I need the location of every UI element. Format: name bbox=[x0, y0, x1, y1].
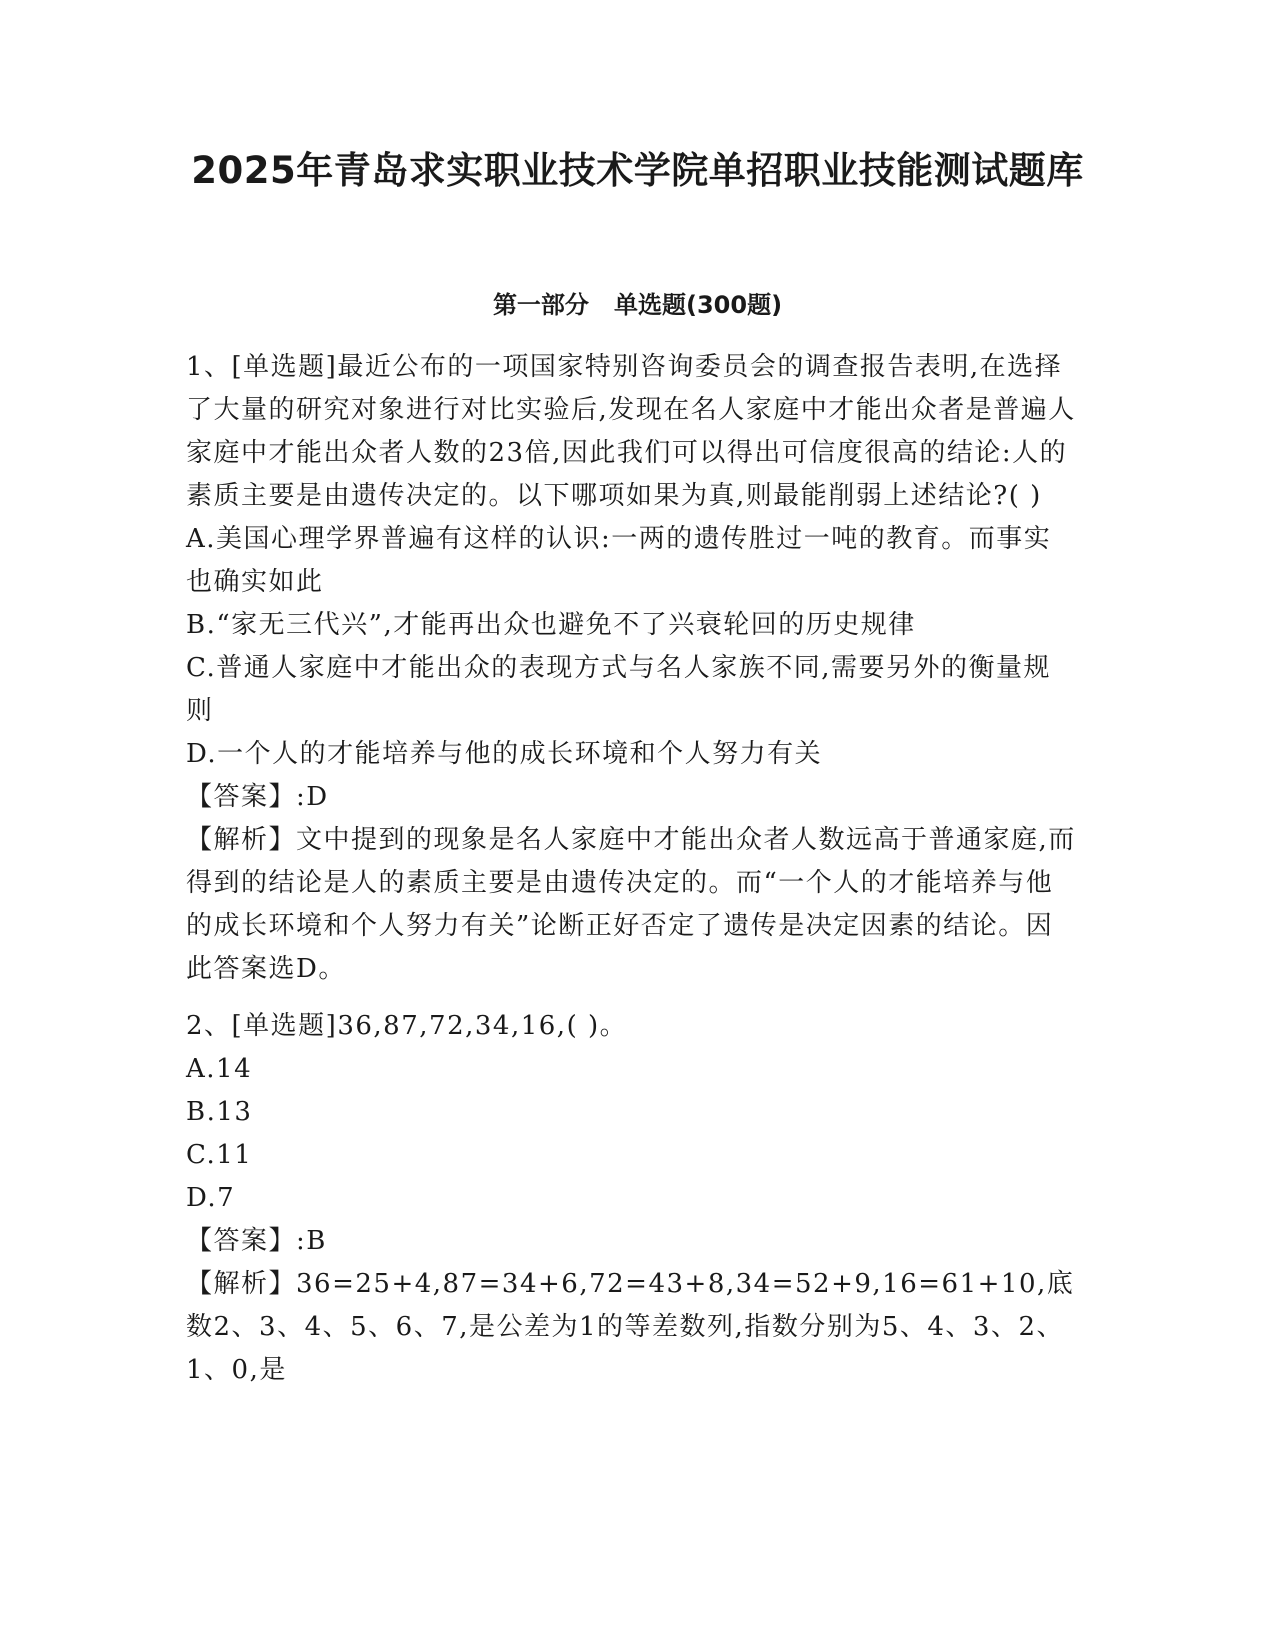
option-c: C.普通人家庭中才能出众的表现方式与名人家族不同,需要另外的衡量规则 bbox=[186, 653, 1051, 726]
analysis: 【解析】文中提到的现象是名人家庭中才能出众者人数远高于普通家庭,而得到的结论是人的素质主要是由遗传决定的。而“一个人的才能培养与他的成长环境和个人努力有关”论断正好否定了遗传是决定因素的结论。因此答案选D。 bbox=[186, 825, 1076, 984]
analysis: 【解析】36=25+4,87=34+6,72=43+8,34=52+9,16=61+10,底数2、3、4、5、6、7,是公差为1的等差数列,指数分别为5、4、3、2、1、0,是 bbox=[186, 1269, 1075, 1385]
question-1 bbox=[186, 346, 1076, 991]
option-a: A.美国心理学界普遍有这样的认识:一两的遗传胜过一吨的教育。而事实也确实如此 bbox=[186, 524, 1052, 597]
question-stem: 2、[单选题]36,87,72,34,16,( )。 bbox=[186, 1011, 628, 1041]
option-c: C.11 bbox=[186, 1140, 253, 1170]
option-d: D.一个人的才能培养与他的成长环境和个人努力有关 bbox=[186, 739, 823, 769]
option-b: B.13 bbox=[186, 1097, 253, 1127]
question-stem: 1、[单选题]最近公布的一项国家特别咨询委员会的调查报告表明,在选择了大量的研究对象进行对比实验后,发现在名人家庭中才能出众者是普遍人家庭中才能出众者人数的23倍,因此我们可以得出可信度很高的结论:人的素质主要是由遗传决定的。以下哪项如果为真,则最能削弱上述结论?( ) bbox=[186, 352, 1076, 511]
answer: 【答案】:D bbox=[186, 782, 329, 812]
document-title: 2025年青岛求实职业技术学院单招职业技能测试题库 bbox=[191, 149, 1084, 192]
option-d: D.7 bbox=[186, 1183, 236, 1213]
question-2 bbox=[186, 1005, 1076, 1392]
option-a: A.14 bbox=[186, 1054, 253, 1084]
answer: 【答案】:B bbox=[186, 1226, 327, 1256]
section-title: 第一部分 单选题(300题) bbox=[492, 291, 783, 319]
document-body bbox=[186, 346, 1076, 1392]
option-b: B.“家无三代兴”,才能再出众也避免不了兴衰轮回的历史规律 bbox=[186, 610, 916, 640]
